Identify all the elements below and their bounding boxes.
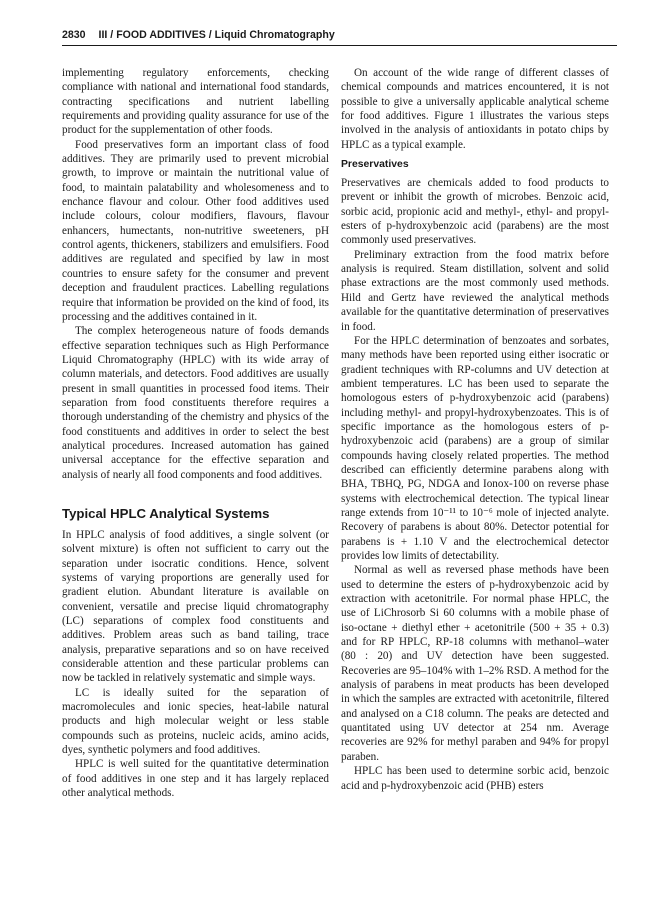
paragraph: Food preservatives form an important class of food additives. They are primarily used to prevent microbial growth, to improve or maintain the nutritional value of food, to maintain palatability and wholesomeness and to enchance flavour and colour. Other food additives used include colours, colour modifiers, flavours, flavour enhancers, humectants, non-nutritive sweeteners, pH control agents, thickeners, stabilizers and emulsifiers. Food additives are regulated and specified by law in most countries to ensure safety for the consumer and prevent deception and fraudulent practices. Labelling regulations require that information be provided on the kind of food, its processing and the additives contained in it. (62, 138, 329, 323)
paragraph: The complex heterogeneous nature of foods demands effective separation techniques such as High Performance Liquid Chromatography (HPLC) with its wide array of column materials, and detectors. Food additives are usually present in small quantities in processed food items. Their separation from food constituents therefore requires a thorough understanding of the chemistry and physics of the food constituents and additives in order to select the best analytical procedures. Increased automation has gained universal acceptance for the effective separation and analysis of nearly all food components and food additives. (62, 325, 329, 481)
section-heading: Typical HPLC Analytical Systems (62, 505, 270, 521)
paragraph: Normal as well as reversed phase methods have been used to determine the esters of p-hydroxybenzoic acid by extraction with acetonitrile. For normal phase HPLC, the use of LiChrosorb Si 60 columns with a mobile phase of iso-octane + diethyl ether + acetonitrile (500 + 35 + 0.3) and for RP HPLC, RP-18 columns with methanol–water (80 : 20) and UV detection have been suggested. Recoveries are 95–104% with 1–2% RSD. A method for the analysis of parabens in meat products has been developed in which the samples are extracted with acetonitrile, filtered and analysed on a C18 column. The peaks are detected and quantitated using UV detector at 254 nm. Average recoveries are 92% for methyl paraben and 94% for propyl paraben. (341, 564, 609, 763)
page-number: 2830 (62, 29, 86, 41)
paragraph: LC is ideally suited for the separation of macromolecules and ionic species, heat-labile natural products and high molecular weight or less stable compounds such as proteins, nucleic acids, amino acids, dyes, synthetic polymers and food additives. (62, 686, 329, 757)
paragraph: HPLC has been used to determine sorbic acid, benzoic acid and p-hydroxybenzoic acid (PHB) esters (341, 765, 609, 792)
paragraph: HPLC is well suited for the quantitative determination of food additives in one step and it has largely replaced other analytical methods. (62, 758, 329, 800)
running-header (62, 29, 617, 41)
paragraph: implementing regulatory enforcements, checking compliance with national and international food standards, contracting specifications and nutrient labelling requirements and providing quality assurance for use of the product for the supplementation of other foods. (62, 67, 329, 137)
paragraph: Preliminary extraction from the food matrix before analysis is required. Steam distillation, solvent and solid phase extractions are the most commonly used methods. Hild and Gertz have reviewed the analytical methods available for the quantitative determination of preservatives in food. (341, 248, 609, 333)
paragraph: In HPLC analysis of food additives, a single solvent (or solvent mixture) is often not sufficient to carry out the separation under isocratic conditions. Hence, solvent systems of varying proportions are generally used for gradient elution. Abundant literature is available on convenient, versatile and precise liquid chromatography (LC) separations of complex food constituents and additives. Problem areas such as band tailing, trace analysis, preparative separations and so on have received considerable attention and these particular problems can now be tackled in relatively systematic and simple ways. (62, 528, 329, 685)
subsection-heading: Preservatives (341, 159, 409, 171)
running-title: III / FOOD ADDITIVES / Liquid Chromatography (98, 29, 335, 41)
paragraph: For the HPLC determination of benzoates and sorbates, many methods have been reported using either isocratic or gradient techniques with RP-columns and UV detection at ambient temperatures. LC has been used to separate the homologous esters of p-hydroxybenzoic acid (parabens) including methyl- and propyl-hydroxybenzoates. This is of specific importance as the homologous esters of p-hydroxybenzoic acid (parabens) are a group of similar compounds having closely related properties. The method described can efficiently determine parabens along with BHA, TBHQ, PG, NDGA and Ionox-100 on reverse phase systems with electrochemical detection. The typical linear range extends from 10⁻¹¹ to 10⁻⁶ mole of injected analyte. Recovery of parabens is about 80%. Detector potential for parabens is + 1.10 V and the electrochemical detector provides low limits of detectability. (341, 334, 609, 562)
header-rule (62, 45, 617, 46)
left-column (62, 66, 329, 801)
right-column (341, 66, 609, 793)
paragraph: Preservatives are chemicals added to food products to prevent or inhibit the growth of microbes. Benzoic acid, sorbic acid, propionic acid and methyl-, ethyl- and propyl-esters of p-hydroxybenzoic acid (parabens) are the most commonly used preservatives. (341, 177, 609, 247)
paragraph: On account of the wide range of different classes of chemical compounds and matrices encountered, it is not possible to give a universally applicable analytical scheme for food additives. Figure 1 illustrates the various steps involved in the analysis of antioxidants in potato chips by HPLC as a typical example. (341, 67, 609, 151)
